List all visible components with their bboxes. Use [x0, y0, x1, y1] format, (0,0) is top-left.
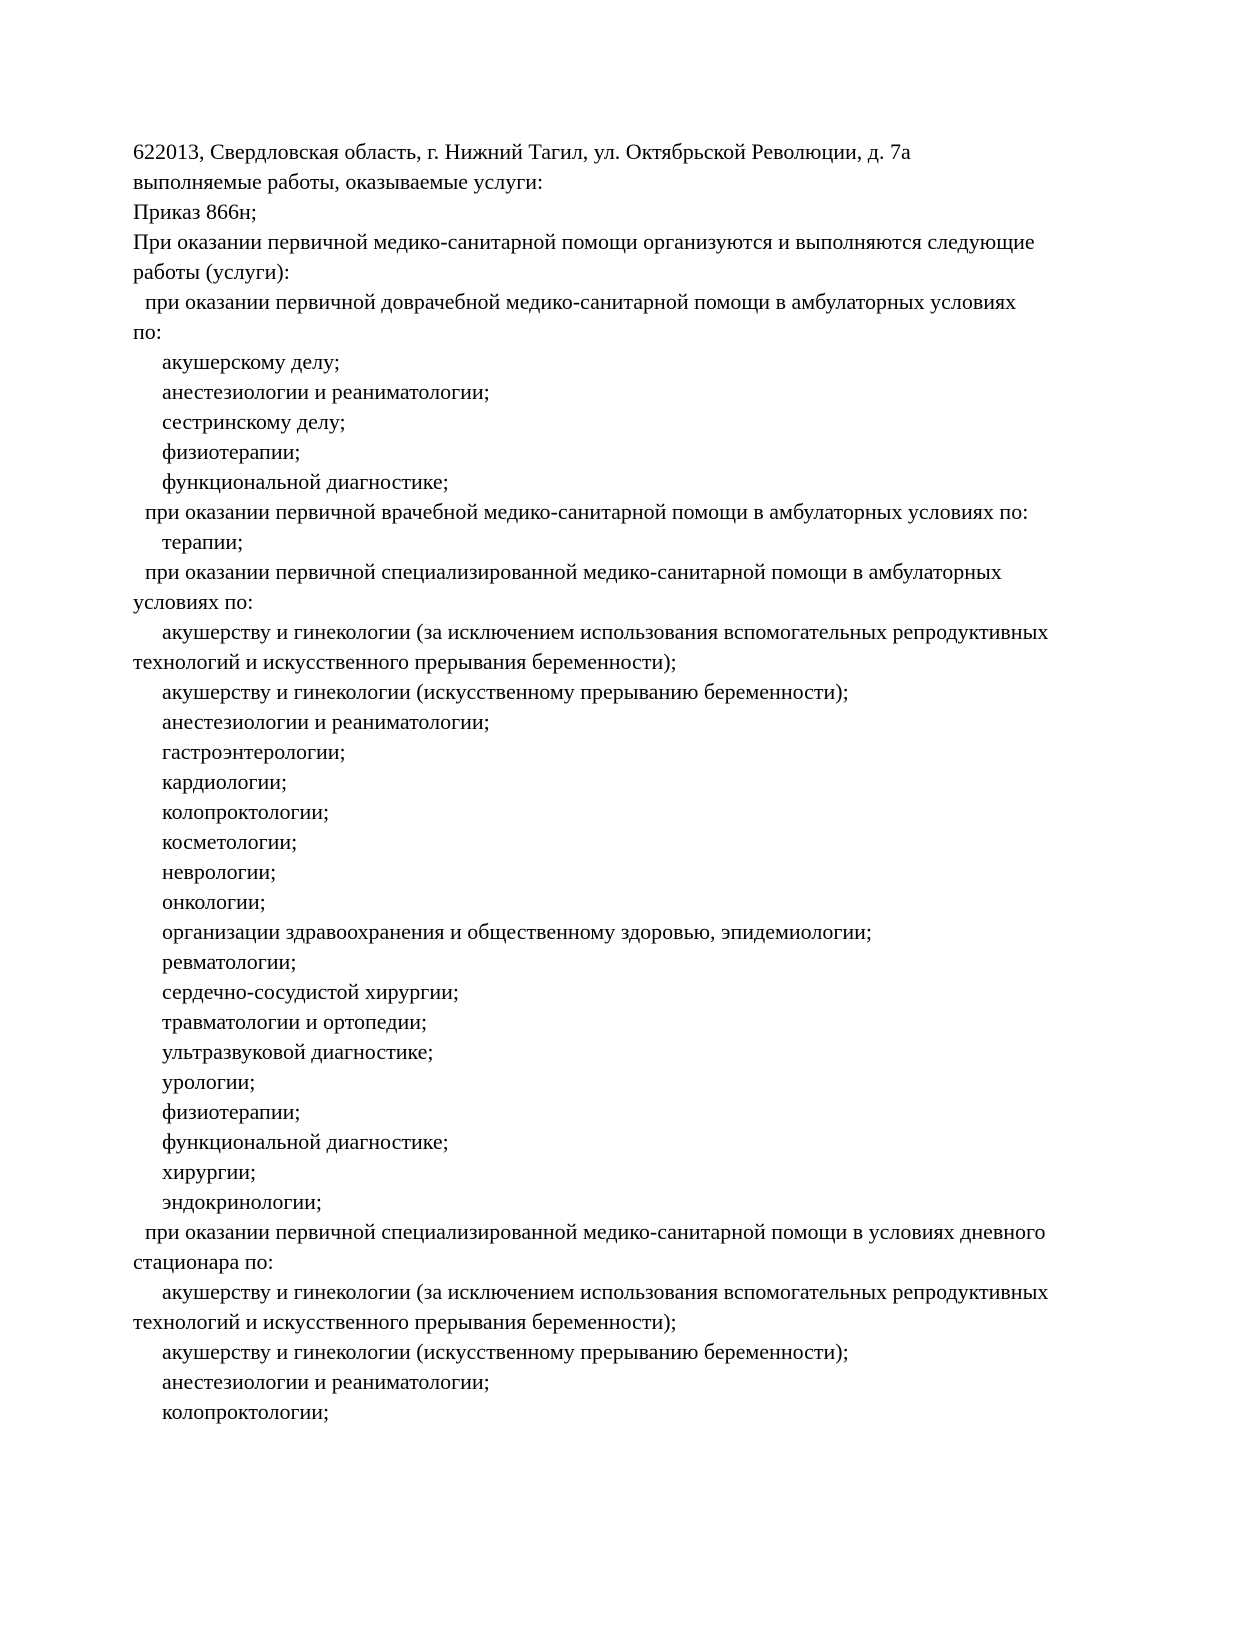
- text-line: по:: [133, 319, 162, 344]
- text-line: травматологии и ортопедии;: [162, 1009, 428, 1034]
- text-line: функциональной диагностике;: [162, 1129, 449, 1154]
- text-line: 622013, Свердловская область, г. Нижний Тагил, ул. Октябрьской Революции, д. 7а: [133, 139, 911, 164]
- text-line: технологий и искусственного прерывания беременности);: [133, 649, 677, 674]
- text-line: физиотерапии;: [162, 439, 301, 464]
- text-line: стационара по:: [133, 1249, 274, 1274]
- text-line: ультразвуковой диагностике;: [162, 1039, 434, 1064]
- text-line: гастроэнтерологии;: [162, 739, 346, 764]
- text-line: эндокринологии;: [162, 1189, 323, 1214]
- text-line: акушерству и гинекологии (за исключением использования вспомогательных репродуктивных: [162, 1279, 1049, 1304]
- text-line: анестезиологии и реаниматологии;: [162, 1369, 490, 1394]
- text-line: функциональной диагностике;: [162, 469, 449, 494]
- text-line: колопроктологии;: [162, 799, 330, 824]
- document-text-block: [133, 137, 1180, 1427]
- text-line: при оказании первичной врачебной медико-санитарной помощи в амбулаторных условиях по:: [145, 499, 1029, 524]
- text-line: работы (услуги):: [133, 259, 290, 284]
- text-line: урологии;: [162, 1069, 256, 1094]
- text-line: Приказ 866н;: [133, 199, 257, 224]
- text-line: выполняемые работы, оказываемые услуги:: [133, 169, 544, 194]
- text-line: акушерству и гинекологии (искусственному прерыванию беременности);: [162, 679, 849, 704]
- text-line: сестринскому делу;: [162, 409, 346, 434]
- text-line: При оказании первичной медико-санитарной помощи организуются и выполняются следующие: [133, 229, 1035, 254]
- text-line: акушерству и гинекологии (искусственному прерыванию беременности);: [162, 1339, 849, 1364]
- text-line: технологий и искусственного прерывания беременности);: [133, 1309, 677, 1334]
- text-line: акушерству и гинекологии (за исключением использования вспомогательных репродуктивных: [162, 619, 1049, 644]
- text-line: колопроктологии;: [162, 1399, 330, 1424]
- text-line: при оказании первичной доврачебной медико-санитарной помощи в амбулаторных условиях: [145, 289, 1017, 314]
- text-line: физиотерапии;: [162, 1099, 301, 1124]
- text-line: анестезиологии и реаниматологии;: [162, 709, 490, 734]
- text-line: анестезиологии и реаниматологии;: [162, 379, 490, 404]
- text-line: ревматологии;: [162, 949, 297, 974]
- text-line: при оказании первичной специализированной медико-санитарной помощи в амбулаторных: [145, 559, 1002, 584]
- text-line: кардиологии;: [162, 769, 288, 794]
- text-line: терапии;: [162, 529, 244, 554]
- text-line: неврологии;: [162, 859, 277, 884]
- text-line: организации здравоохранения и общественному здоровью, эпидемиологии;: [162, 919, 873, 944]
- text-line: условиях по:: [133, 589, 254, 614]
- text-line: сердечно-сосудистой хирургии;: [162, 979, 459, 1004]
- text-line: хирургии;: [162, 1159, 257, 1184]
- text-line: акушерскому делу;: [162, 349, 340, 374]
- text-line: при оказании первичной специализированной медико-санитарной помощи в условиях дневного: [145, 1219, 1046, 1244]
- text-line: косметологии;: [162, 829, 298, 854]
- text-line: онкологии;: [162, 889, 266, 914]
